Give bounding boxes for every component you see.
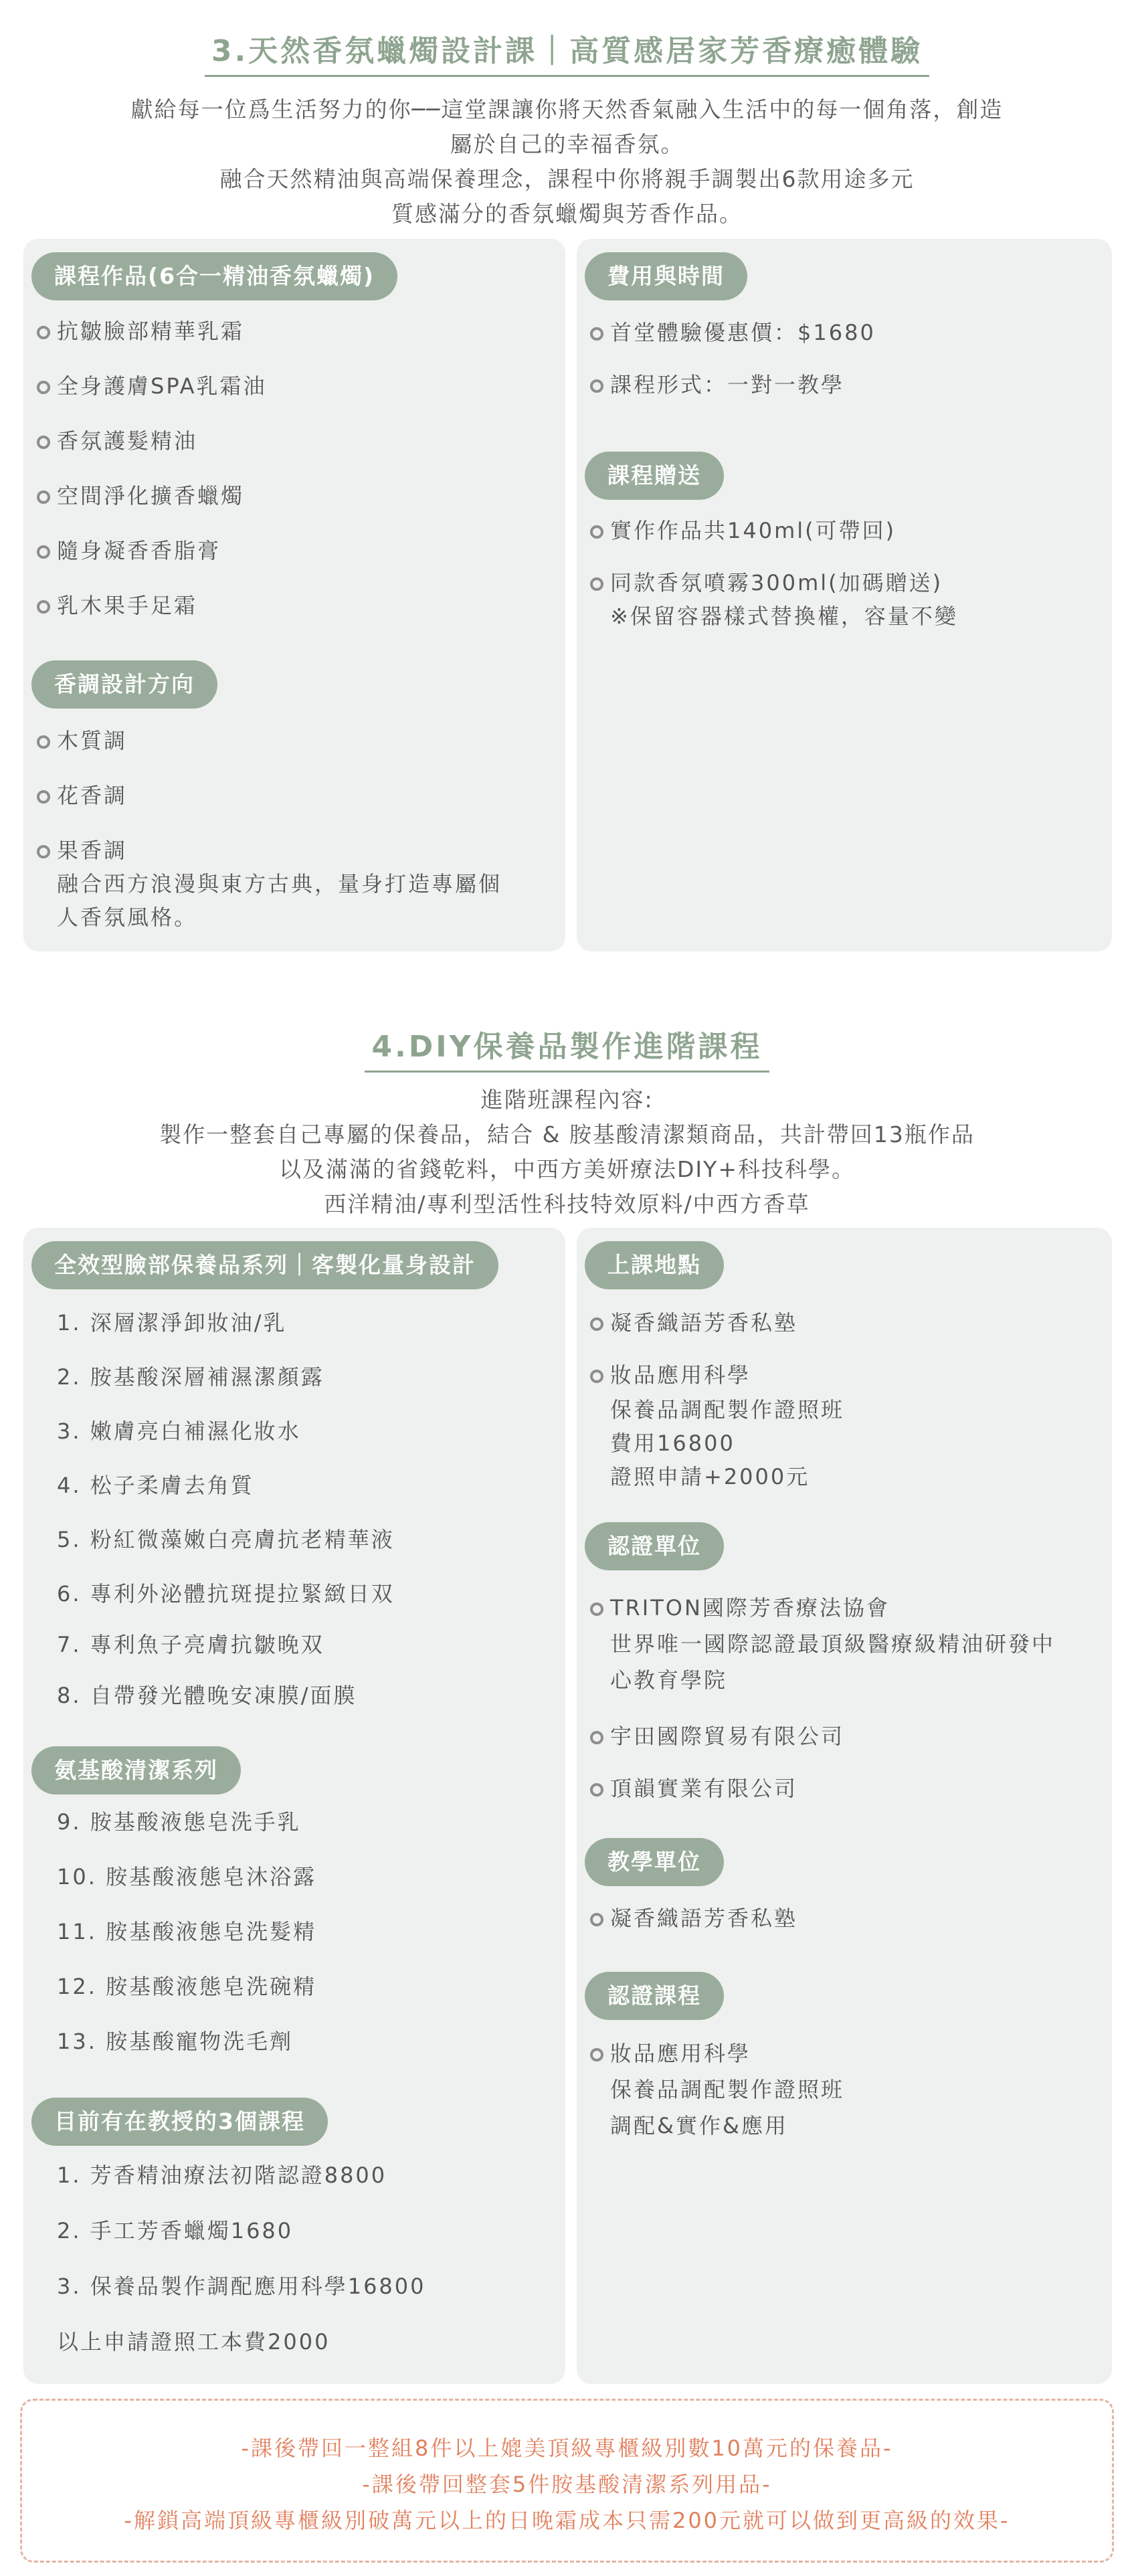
- footer-box: [20, 2399, 1114, 2563]
- bullet-icon: [37, 545, 50, 559]
- clean-item: 13. 胺基酸寵物洗毛劑: [57, 2029, 294, 2054]
- bullet-icon: [590, 327, 603, 341]
- intro-line: 西洋精油/專利型活性科技特效原料/中西方香草: [324, 1191, 810, 1217]
- cert-item: 宇田國際貿易有限公司: [610, 1724, 845, 1749]
- fee-heading: 費用與時間: [585, 252, 747, 300]
- section4-left-panel: [23, 1228, 565, 2384]
- clean-item: 9. 胺基酸液態皂洗手乳: [57, 1809, 301, 1835]
- fee-item: 課程形式：一對一教學: [610, 372, 845, 397]
- intro-line: 進階班課程內容:: [480, 1087, 654, 1113]
- bullet-icon: [37, 845, 50, 858]
- face-item: 5. 粉紅微藻嫩白亮膚抗老精華液: [57, 1527, 395, 1552]
- place-heading: 上課地點: [585, 1241, 724, 1289]
- section3-title: 3.天然香氛蠟燭設計課｜高質感居家芳香療癒體驗: [0, 27, 1134, 77]
- place-detail: 保養品調配製作證照班: [610, 1397, 845, 1422]
- bullet-icon: [37, 436, 50, 449]
- face-item: 4. 松子柔膚去角質: [57, 1473, 254, 1498]
- intro-line: 融合天然精油與高端保養理念，課程中你將親手調製出6款用途多元: [219, 166, 915, 192]
- bullet-icon: [37, 326, 50, 339]
- cert-item: TRITON國際芳香療法協會: [610, 1595, 890, 1621]
- bullet-icon: [37, 600, 50, 614]
- bullet-icon: [590, 1602, 603, 1616]
- face-item: 6. 專利外泌體抗斑提拉緊緻日双: [57, 1581, 395, 1606]
- course-detail: 調配&實作&應用: [610, 2113, 788, 2138]
- footer-line: -課後帶回一整組8件以上媲美頂級專櫃級別數10萬元的保養品-: [241, 2435, 893, 2461]
- course-item: 妝品應用科學: [610, 2041, 751, 2066]
- work-item: 全身護膚SPA乳霜油: [57, 373, 267, 399]
- place-item: 妝品應用科學: [610, 1362, 751, 1388]
- works-heading: 課程作品(6合一精油香氛蠟燭): [31, 252, 397, 300]
- bullet-icon: [37, 735, 50, 749]
- intro-line: 製作一整套自己專屬的保養品，結合 & 胺基酸清潔類商品，共計帶回13瓶作品: [159, 1121, 975, 1147]
- clean-item: 11. 胺基酸液態皂洗髮精: [57, 1919, 317, 1944]
- section4-intro: [0, 1083, 1134, 1222]
- place-detail: 證照申請+2000元: [610, 1464, 810, 1489]
- intro-line: 屬於自己的幸福香氛。: [450, 131, 684, 157]
- bullet-icon: [590, 577, 603, 591]
- courses-heading: 目前有在教授的3個課程: [31, 2098, 328, 2146]
- section4-right-panel: [577, 1228, 1112, 2384]
- face-item: 7. 專利魚子亮膚抗皺晚双: [57, 1632, 324, 1657]
- fee-item: 首堂體驗優惠價：$1680: [610, 320, 876, 345]
- course-item: 2. 手工芳香蠟燭1680: [57, 2218, 294, 2243]
- course-item: 1. 芳香精油療法初階認證8800: [57, 2163, 387, 2188]
- bullet-icon: [37, 490, 50, 504]
- face-series-heading: 全效型臉部保養品系列｜客製化量身設計: [31, 1241, 498, 1289]
- face-item: 3. 嫩膚亮白補濕化妝水: [57, 1418, 301, 1444]
- scent-item: 木質調: [57, 728, 128, 753]
- bullet-icon: [590, 525, 603, 539]
- work-item: 抗皺臉部精華乳霜: [57, 318, 245, 344]
- bullet-icon: [590, 2048, 603, 2061]
- gift-heading: 課程贈送: [585, 452, 724, 500]
- teach-item: 凝香織語芳香私塾: [610, 1906, 798, 1931]
- section3-left-panel: [23, 239, 565, 951]
- face-item: 8. 自帶發光體晚安凍膜/面膜: [57, 1683, 357, 1708]
- bullet-icon: [590, 1783, 603, 1797]
- work-item: 乳木果手足霜: [57, 593, 198, 618]
- bullet-icon: [590, 1913, 603, 1926]
- cert-detail: 心教育學院: [610, 1667, 728, 1693]
- footer-line: -解鎖高端頂級專櫃級別破萬元以上的日晚霜成本只需200元就可以做到更高級的效果-: [124, 2508, 1010, 2533]
- bullet-icon: [590, 1731, 603, 1744]
- section4-title: 4.DIY保養品製作進階課程: [0, 1022, 1134, 1073]
- bullet-icon: [37, 381, 50, 394]
- gift-item: 實作作品共140ml(可帶回): [610, 518, 896, 543]
- face-item: 1. 深層潔淨卸妝油/乳: [57, 1310, 287, 1336]
- scent-description: 人香氛風格。: [57, 905, 198, 930]
- cert-detail: 世界唯一國際認證最頂級醫療級精油研發中: [610, 1631, 1056, 1657]
- gift-note: ※保留容器樣式替換權，容量不變: [610, 604, 958, 629]
- bullet-icon: [37, 790, 50, 804]
- intro-line: 以及滿滿的省錢乾料，中西方美妍療法DIY+科技科學。: [279, 1156, 855, 1182]
- bullet-icon: [590, 1317, 603, 1331]
- scent-description: 融合西方浪漫與東方古典，量身打造專屬個: [57, 871, 502, 897]
- bullet-icon: [590, 379, 603, 393]
- bullet-icon: [590, 1370, 603, 1383]
- work-item: 空間淨化擴香蠟燭: [57, 483, 245, 509]
- clean-item: 10. 胺基酸液態皂沐浴露: [57, 1864, 317, 1890]
- work-item: 香氛護髮精油: [57, 428, 198, 454]
- scent-item: 果香調: [57, 838, 128, 863]
- place-item: 凝香織語芳香私塾: [610, 1310, 798, 1336]
- cert-heading: 認證單位: [585, 1522, 724, 1570]
- scent-item: 花香調: [57, 783, 128, 808]
- face-item: 2. 胺基酸深層補濕潔顏露: [57, 1364, 324, 1390]
- course-item: 3. 保養品製作調配應用科學16800: [57, 2274, 426, 2299]
- scent-heading: 香調設計方向: [31, 660, 217, 709]
- intro-line: 獻給每一位爲生活努力的你──這堂課讓你將天然香氣融入生活中的每一個角落，創造: [130, 96, 1004, 122]
- work-item: 隨身凝香香脂膏: [57, 538, 221, 563]
- gift-item: 同款香氛噴霧300ml(加碼贈送): [610, 570, 943, 595]
- courses-note: 以上申請證照工本費2000: [57, 2329, 330, 2355]
- section3-right-panel: [577, 239, 1112, 951]
- clean-item: 12. 胺基酸液態皂洗碗精: [57, 1974, 317, 1999]
- teach-heading: 教學單位: [585, 1838, 724, 1886]
- course-heading: 認證課程: [585, 1972, 724, 2020]
- section3-intro: [0, 92, 1134, 232]
- cert-item: 頂韻實業有限公司: [610, 1776, 798, 1801]
- footer-line: -課後帶回整套5件胺基酸清潔系列用品-: [362, 2472, 772, 2497]
- course-detail: 保養品調配製作證照班: [610, 2077, 845, 2102]
- clean-series-heading: 氨基酸清潔系列: [31, 1746, 241, 1795]
- intro-line: 質感滿分的香氛蠟燭與芳香作品。: [391, 201, 743, 227]
- place-detail: 費用16800: [610, 1431, 735, 1456]
